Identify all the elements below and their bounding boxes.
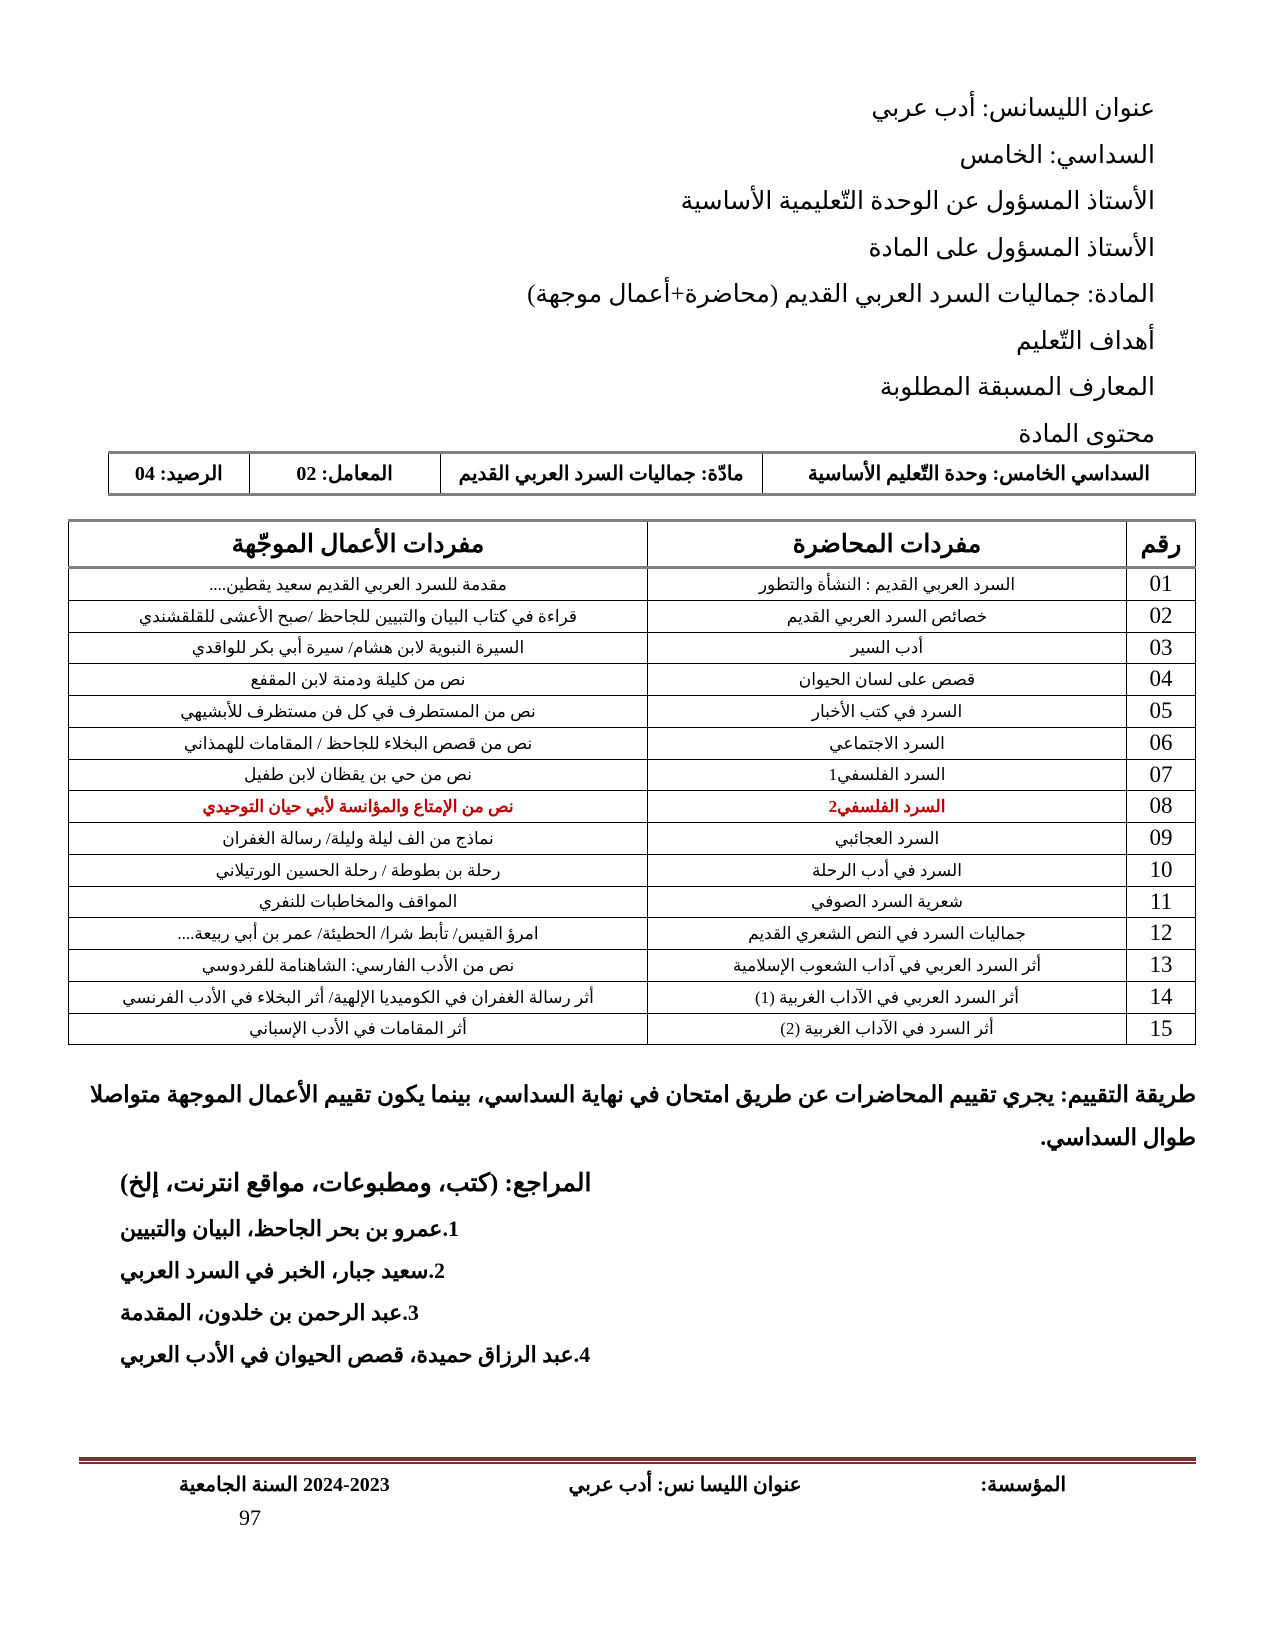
- row-tutorial: نص من حي بن يقظان لابن طفيل: [69, 759, 648, 791]
- row-number: 13: [1127, 950, 1196, 982]
- references-list: [120, 1208, 1155, 1376]
- header-line-prerequisites: المعارف المسبقة المطلوبة: [879, 374, 1155, 401]
- row-lecture: السرد الفلسفي2: [648, 791, 1127, 823]
- column-header-lecture: مفردات المحاضرة: [648, 521, 1127, 568]
- row-number: 02: [1127, 600, 1196, 632]
- footer-divider: [79, 1457, 1196, 1464]
- header-line-subject: المادة: جماليات السرد العربي القديم (محاضرة+أعمال موجهة): [527, 281, 1155, 308]
- header-line-content: محتوى المادة: [1018, 420, 1155, 448]
- row-number: 03: [1127, 632, 1196, 664]
- table-row: [69, 854, 1196, 886]
- row-lecture: السرد العجائبي: [648, 823, 1127, 855]
- table-row: [69, 981, 1196, 1013]
- row-lecture: شعرية السرد الصوفي: [648, 886, 1127, 918]
- row-lecture: جماليات السرد في النص الشعري القديم: [648, 918, 1127, 950]
- list-item: [120, 1292, 1155, 1334]
- row-number: 14: [1127, 981, 1196, 1013]
- column-header-tutorial: مفردات الأعمال الموجّهة: [69, 521, 648, 568]
- table-row: [69, 759, 1196, 791]
- row-number: 10: [1127, 854, 1196, 886]
- reference-text: عبد الرحمن بن خلدون، المقدمة: [120, 1300, 403, 1325]
- row-lecture: السرد الاجتماعي: [648, 727, 1127, 759]
- table-row: [69, 1013, 1196, 1045]
- row-number: 09: [1127, 823, 1196, 855]
- info-table: [108, 451, 1196, 496]
- row-number: 06: [1127, 727, 1196, 759]
- column-header-number: رقم: [1127, 521, 1196, 568]
- row-tutorial: نص من الإمتاع والمؤانسة لأبي حيان التوحيدي: [69, 791, 648, 823]
- row-lecture: السرد في كتب الأخبار: [648, 696, 1127, 728]
- row-number: 15: [1127, 1013, 1196, 1045]
- list-item: [120, 1208, 1155, 1250]
- reference-number: .1: [442, 1216, 459, 1241]
- reference-text: سعيد جبار، الخبر في السرد العربي: [120, 1258, 429, 1283]
- row-tutorial: السيرة النبوية لابن هشام/ سيرة أبي بكر للواقدي: [69, 632, 648, 664]
- row-lecture: أثر السرد في الآداب الغربية (2): [648, 1013, 1127, 1045]
- reference-number: .3: [402, 1300, 419, 1325]
- header-block: [120, 86, 1155, 458]
- row-number: 05: [1127, 696, 1196, 728]
- row-tutorial: نص من قصص البخلاء للجاحظ / المقامات للهمذاني: [69, 727, 648, 759]
- info-table-row: [109, 453, 1196, 495]
- row-number: 11: [1127, 886, 1196, 918]
- reference-number: .4: [573, 1342, 591, 1367]
- table-row: [69, 664, 1196, 696]
- reference-text: عمرو بن بحر الجاحظ، البيان والتبيين: [120, 1216, 443, 1241]
- reference-number: .2: [428, 1258, 445, 1283]
- row-tutorial: رحلة بن بطوطة / رحلة الحسين الورتيلاني: [69, 854, 648, 886]
- info-credit-cell: الرصيد: 04: [109, 453, 250, 495]
- footer-license-title: عنوان الليسا نس: أدب عربي: [568, 1474, 802, 1496]
- row-tutorial: أثر رسالة الغفران في الكوميديا الإلهية/ أثر البخلاء في الأدب الفرنسي: [69, 981, 648, 1013]
- table-row: [69, 600, 1196, 632]
- footer-year-label: السنة الجامعية: [179, 1474, 299, 1496]
- table-row: [69, 886, 1196, 918]
- table-row: [69, 696, 1196, 728]
- header-line-unit-professor: الأستاذ المسؤول عن الوحدة التّعليمية الأساسية: [680, 188, 1155, 215]
- row-tutorial: قراءة في كتاب البيان والتبيين للجاحظ /صبح الأعشى للقلقشندي: [69, 600, 648, 632]
- footer-institution-label: المؤسسة:: [980, 1474, 1066, 1496]
- row-lecture: أثر السرد العربي في الآداب الغربية (1): [648, 981, 1127, 1013]
- info-coefficient-cell: المعامل: 02: [249, 453, 440, 495]
- syllabus-table-header-row: [69, 521, 1196, 568]
- table-row: [69, 568, 1196, 601]
- row-number: 07: [1127, 759, 1196, 791]
- evaluation-block: [79, 1073, 1196, 1159]
- header-line-semester: السداسي: الخامس: [959, 141, 1155, 169]
- table-row: [69, 918, 1196, 950]
- page-number: 97: [239, 1505, 261, 1530]
- row-number: 01: [1127, 568, 1196, 601]
- row-number: 04: [1127, 664, 1196, 696]
- syllabus-table: [68, 519, 1196, 1045]
- header-line-objectives: أهداف التّعليم: [1016, 327, 1155, 355]
- row-tutorial: امرؤ القيس/ تأبط شرا/ الحطيئة/ عمر بن أبي ربيعة....: [69, 918, 648, 950]
- row-lecture: السرد العربي القديم : النشأة والتطور: [648, 568, 1127, 601]
- row-tutorial: نص من كليلة ودمنة لابن المقفع: [69, 664, 648, 696]
- header-line-subject-professor: الأستاذ المسؤول على المادة: [868, 234, 1155, 262]
- references-title: المراجع: (كتب، ومطبوعات، مواقع انترنت، إلخ): [120, 1170, 592, 1197]
- row-tutorial: مقدمة للسرد العربي القديم سعيد يقطين....: [69, 568, 648, 601]
- footer: [79, 1472, 1196, 1497]
- list-item: [120, 1334, 1155, 1376]
- reference-text: عبد الرزاق حميدة، قصص الحيوان في الأدب العربي: [120, 1342, 574, 1367]
- row-tutorial: نص من المستطرف في كل فن مستظرف للأبشيهي: [69, 696, 648, 728]
- row-tutorial: نماذج من الف ليلة وليلة/ رسالة الغفران: [69, 823, 648, 855]
- list-item: [120, 1250, 1155, 1292]
- evaluation-text: طريقة التقييم: يجري تقييم المحاضرات عن طريق امتحان في نهاية السداسي، بينما يكون تقييم الأعمال الموجهة متواصلا: [90, 1082, 1196, 1107]
- syllabus-table-body: [69, 568, 1196, 1045]
- evaluation-text-continuation: طوال السداسي.: [1040, 1125, 1196, 1150]
- row-lecture: السرد الفلسفي1: [648, 759, 1127, 791]
- row-tutorial: المواقف والمخاطبات للنفري: [69, 886, 648, 918]
- row-tutorial: نص من الأدب الفارسي: الشاهنامة للفردوسي: [69, 950, 648, 982]
- info-unit-cell: السداسي الخامس: وحدة التّعليم الأساسية: [762, 453, 1195, 495]
- footer-year-value: 2024-2023: [303, 1474, 390, 1496]
- table-row: [69, 823, 1196, 855]
- row-lecture: السرد في أدب الرحلة: [648, 854, 1127, 886]
- table-row: [69, 727, 1196, 759]
- row-lecture: قصص على لسان الحيوان: [648, 664, 1127, 696]
- row-number: 12: [1127, 918, 1196, 950]
- header-line-license: عنوان الليسانس: أدب عربي: [871, 95, 1155, 122]
- row-tutorial: أثر المقامات في الأدب الإسباني: [69, 1013, 648, 1045]
- info-subject-cell: مادّة: جماليات السرد العربي القديم: [440, 453, 762, 495]
- row-lecture: خصائص السرد العربي القديم: [648, 600, 1127, 632]
- table-row: [69, 632, 1196, 664]
- row-lecture: أثر السرد العربي في آداب الشعوب الإسلامية: [648, 950, 1127, 982]
- row-number: 08: [1127, 791, 1196, 823]
- table-row: [69, 950, 1196, 982]
- row-lecture: أدب السير: [648, 632, 1127, 664]
- footer-academic-year: [79, 1472, 390, 1497]
- table-row-highlighted: [69, 791, 1196, 823]
